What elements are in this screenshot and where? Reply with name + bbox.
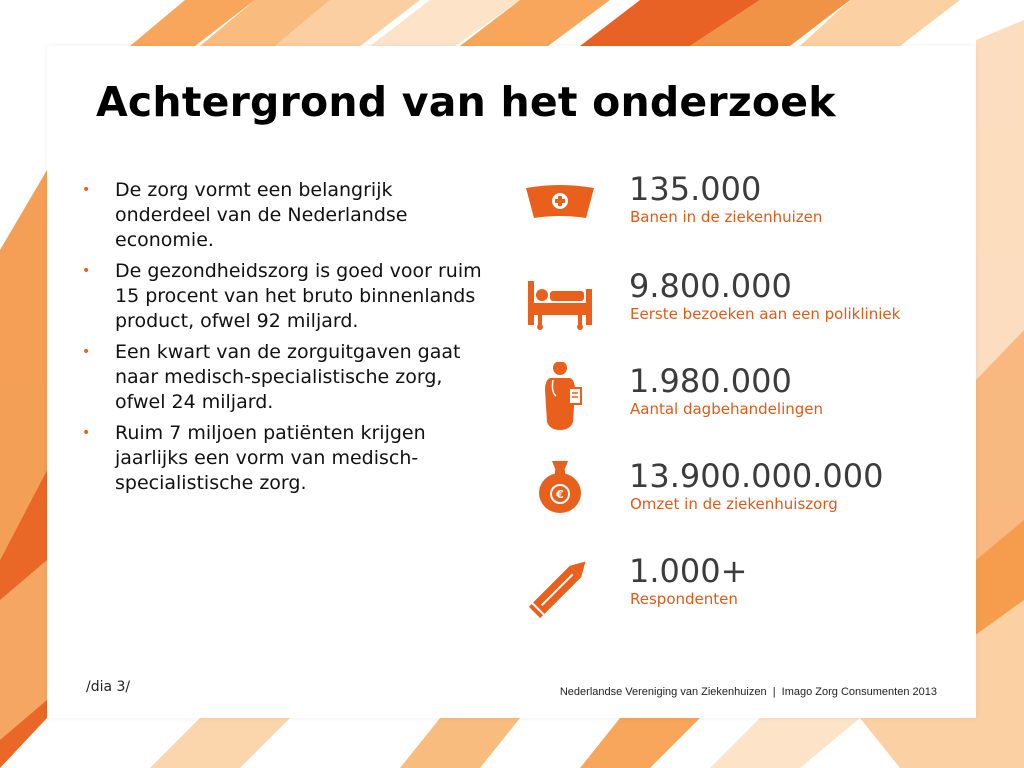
stat-caption: Banen in de ziekenhuizen xyxy=(630,208,823,226)
bullet-item xyxy=(82,340,482,415)
footer-organisation: Nederlandse Vereniging van Ziekenhuizen xyxy=(559,686,767,698)
stat-value: 1.980.000 xyxy=(629,362,792,400)
nurse-cap-icon xyxy=(520,170,600,240)
bullet-item xyxy=(82,178,482,253)
bullet-marker: • xyxy=(82,182,91,198)
hospital-bed-icon xyxy=(520,267,600,337)
bullet-item xyxy=(82,421,482,496)
slide-title: Achtergrond van het onderzoek xyxy=(96,78,836,126)
bullet-marker: • xyxy=(82,263,91,279)
bullet-text: De zorg vormt een belangrijk onderdeel van de Nederlandse economie. xyxy=(115,179,408,251)
stat-caption: Omzet in de ziekenhuiszorg xyxy=(630,495,838,513)
stat-value: 135.000 xyxy=(629,170,762,208)
doctor-icon xyxy=(520,362,600,432)
stat-caption: Aantal dagbehandelingen xyxy=(630,400,824,418)
stat-value: 9.800.000 xyxy=(629,267,792,305)
slide-number: /dia 3/ xyxy=(86,679,131,695)
stat-caption: Respondenten xyxy=(630,590,738,608)
stat-respondents xyxy=(520,552,970,622)
stat-value: 13.900.000.000 xyxy=(629,457,884,495)
footer xyxy=(560,686,937,698)
footer-report: Imago Zorg Consumenten 2013 xyxy=(781,686,937,698)
stat-jobs xyxy=(520,170,970,240)
stat-revenue xyxy=(520,457,970,527)
footer-separator: | xyxy=(772,686,776,698)
bullet-list xyxy=(82,178,482,502)
stat-value: 1.000+ xyxy=(629,552,748,590)
bullet-text: De gezondheidszorg is goed voor ruim 15 procent van het bruto binnenlands product, ofwel 92 miljard. xyxy=(115,260,482,332)
stat-visits xyxy=(520,267,970,337)
stat-caption: Eerste bezoeken aan een polikliniek xyxy=(630,305,901,323)
euro-symbol: € xyxy=(556,488,564,501)
bullet-text: Een kwart van de zorguitgaven gaat naar medisch-specialistische zorg, ofwel 24 miljard. xyxy=(115,341,461,413)
stat-daycare xyxy=(520,362,970,432)
bullet-marker: • xyxy=(82,425,91,441)
bullet-item xyxy=(82,259,482,334)
pencil-icon xyxy=(520,552,600,622)
bullet-text: Ruim 7 miljoen patiënten krijgen jaarlijks een vorm van medisch-specialistische zorg. xyxy=(115,422,426,494)
bullet-marker: • xyxy=(82,344,91,360)
money-bag-icon xyxy=(520,457,600,527)
